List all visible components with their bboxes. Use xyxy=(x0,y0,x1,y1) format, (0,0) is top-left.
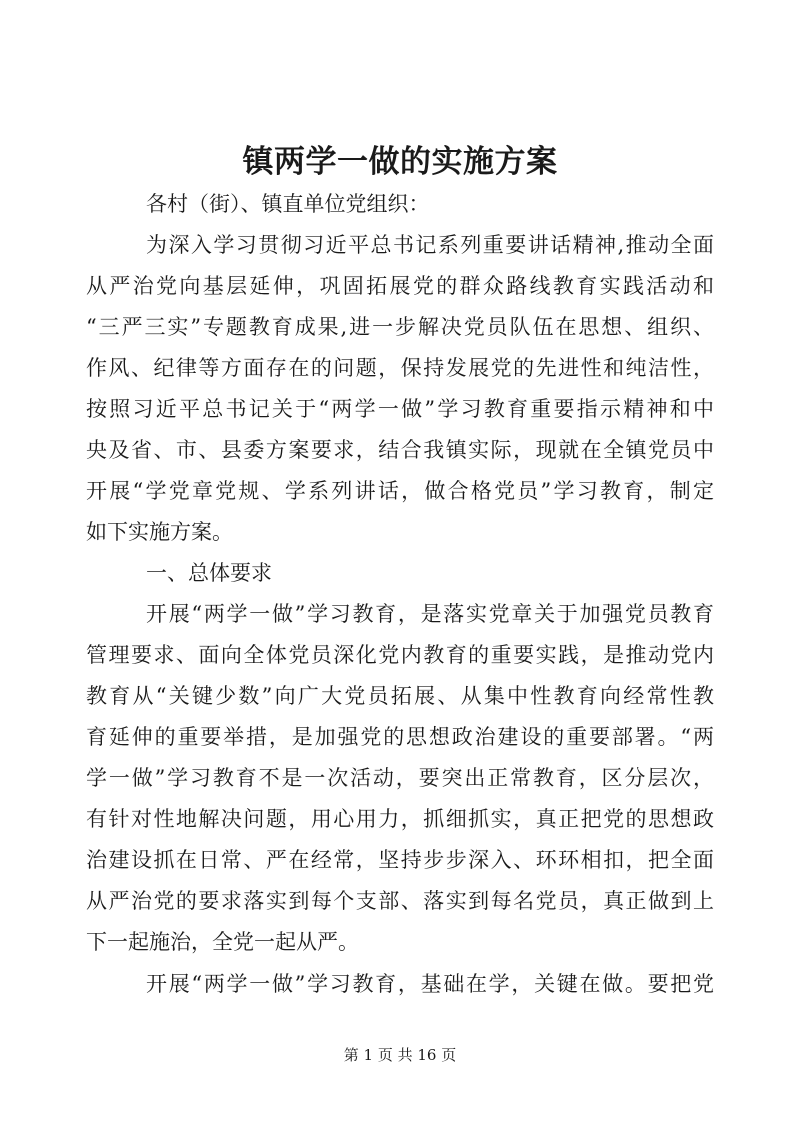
paragraph-line: 按照习近平总书记关于“两学一做”学习教育重要指示精神和中 xyxy=(86,397,714,421)
paragraph-line: 开展“两学一做”学习教育，是落实党章关于加强党员教育 xyxy=(146,602,714,626)
paragraph-line: 有针对性地解决问题，用心用力，抓细抓实，真正把党的思想政 xyxy=(86,807,714,831)
document-body xyxy=(86,184,714,1005)
paragraph-line: 治建设抓在日常、严在经常，坚持步步深入、环环相扣，把全面 xyxy=(86,848,714,872)
paragraph-line: 管理要求、面向全体党员深化党内教育的重要实践，是推动党内 xyxy=(86,643,714,667)
paragraph-line: 开展“两学一做”学习教育，基础在学，关键在做。要把党 xyxy=(146,972,714,996)
paragraph-line: 作风、纪律等方面存在的问题，保持发展党的先进性和纯洁性， xyxy=(86,356,714,380)
paragraph-line: 育延伸的重要举措，是加强党的思想政治建设的重要部署。“两 xyxy=(86,725,714,749)
paragraph-line: 央及省、市、县委方案要求，结合我镇实际，现就在全镇党员中 xyxy=(86,438,714,462)
paragraph-line: “三严三实”专题教育成果,进一步解决党员队伍在思想、组织、 xyxy=(86,315,714,339)
page-indicator: 第 1 页 共 16 页 xyxy=(343,1046,457,1064)
section-heading: 一、总体要求 xyxy=(146,561,272,585)
salutation-line: 各村（街）、镇直单位党组织： xyxy=(146,192,430,216)
paragraph-line: 如下实施方案。 xyxy=(86,520,233,544)
paragraph-line: 学一做”学习教育不是一次活动，要突出正常教育，区分层次， xyxy=(86,766,714,790)
paragraph-line: 从严治党的要求落实到每个支部、落实到每名党员，真正做到上 xyxy=(86,889,714,913)
document-title: 镇两学一做的实施方案 xyxy=(242,144,558,180)
paragraph-line: 为深入学习贯彻习近平总书记系列重要讲话精神,推动全面 xyxy=(146,233,714,257)
paragraph-line: 教育从“关键少数”向广大党员拓展、从集中性教育向经常性教 xyxy=(86,684,714,708)
paragraph-line: 开展“学党章党规、学系列讲话，做合格党员”学习教育，制定 xyxy=(86,479,714,503)
paragraph-line: 从严治党向基层延伸，巩固拓展党的群众路线教育实践活动和 xyxy=(86,274,714,298)
paragraph-line: 下一起施治，全党一起从严。 xyxy=(86,930,359,954)
